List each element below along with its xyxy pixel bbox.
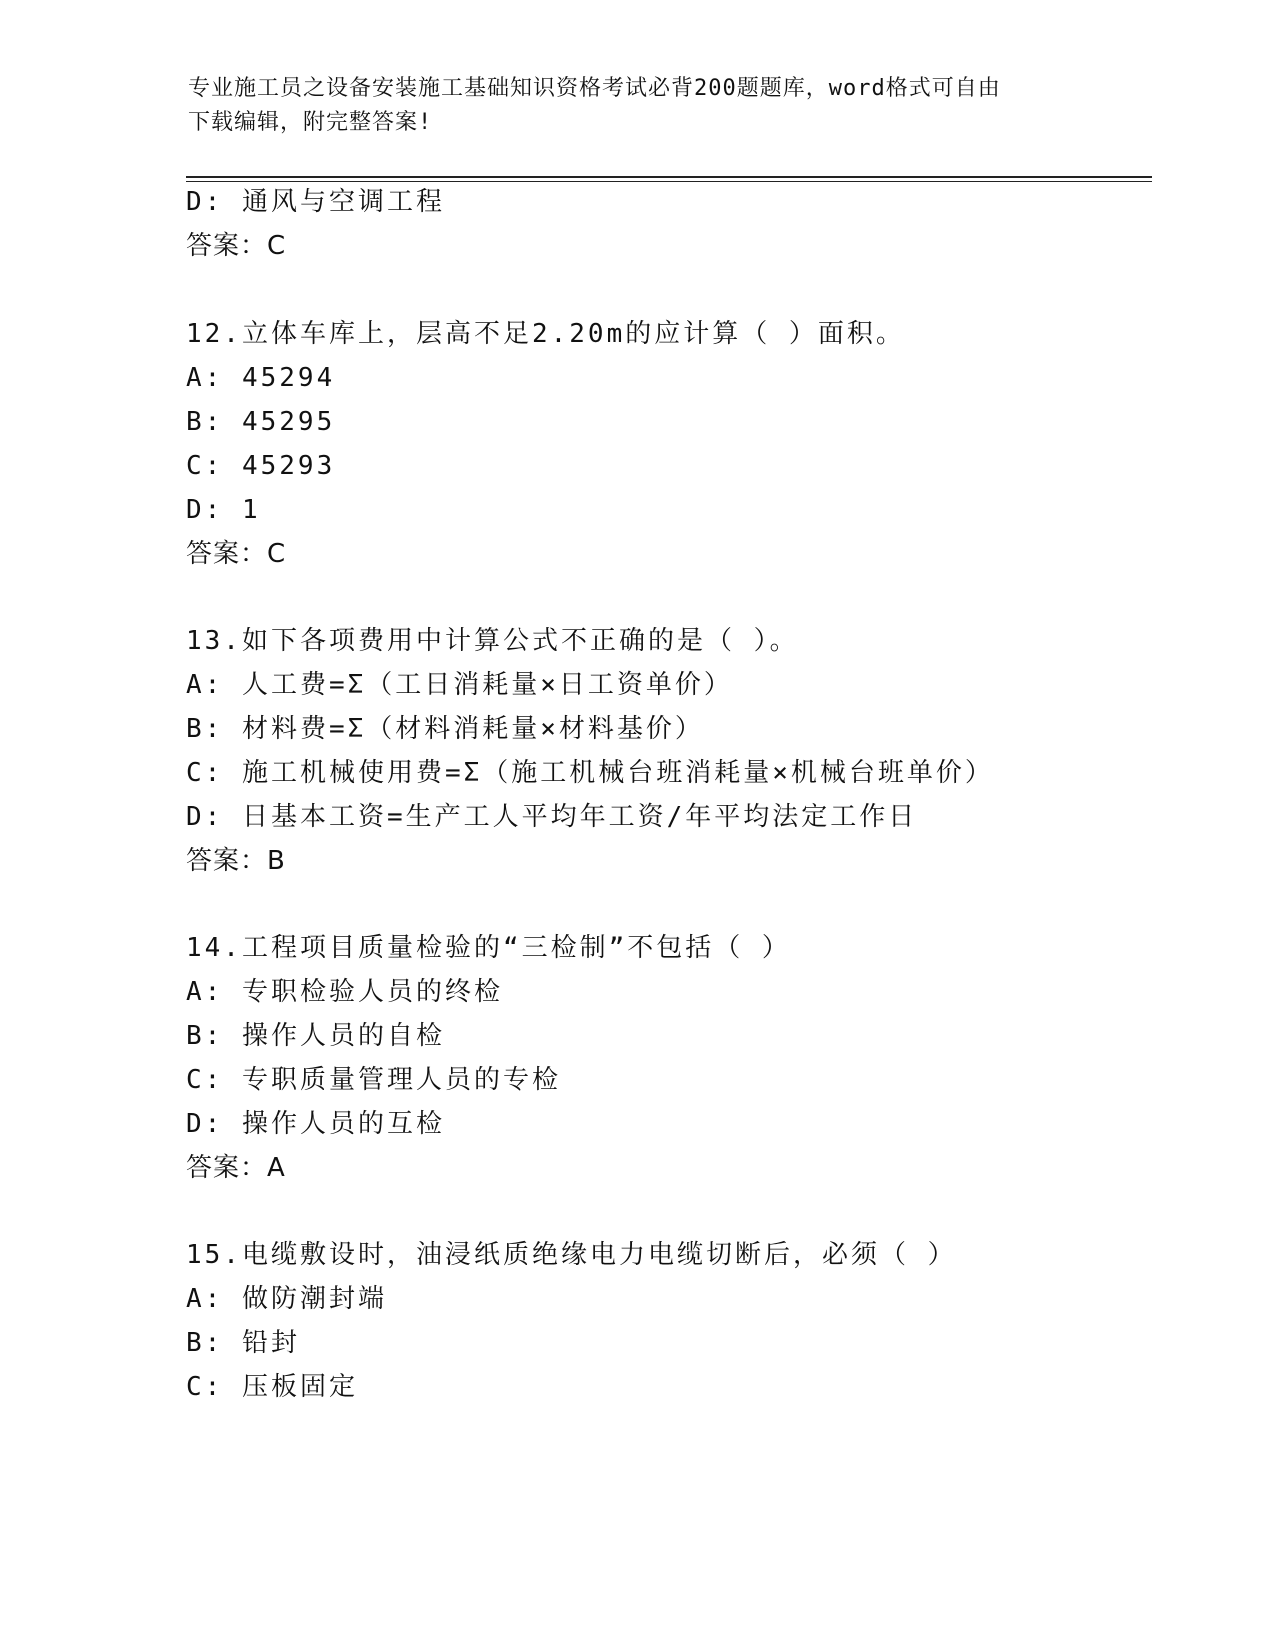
header-divider: [186, 176, 1152, 182]
header-line-2: 下载编辑，附完整答案!: [188, 110, 433, 135]
option-b: B: 45295: [186, 407, 336, 437]
option-d: D: 1: [186, 495, 261, 525]
option-b: B: 铅封: [186, 1328, 300, 1358]
option-b: B: 材料费=Σ（材料消耗量×材料基价）: [186, 714, 704, 744]
answer: 答案：C: [186, 231, 287, 261]
answer: 答案：C: [186, 539, 287, 569]
option-c: C: 45293: [186, 451, 336, 481]
header-line-1: 专业施工员之设备安装施工基础知识资格考试必背200题题库，word格式可自由: [188, 76, 1001, 101]
option-b: B: 操作人员的自检: [186, 1021, 445, 1051]
option-c: C: 专职质量管理人员的专检: [186, 1065, 561, 1095]
option-c: C: 压板固定: [186, 1372, 358, 1402]
option-d: D: 日基本工资=生产工人平均年工资/年平均法定工作日: [186, 802, 918, 832]
document-header: [188, 72, 1088, 140]
question-stem: 15.电缆敷设时，油浸纸质绝缘电力电缆切断后，必须（ ）: [186, 1240, 957, 1270]
question-stem: 12.立体车库上，层高不足2.20m的应计算（ ）面积。: [186, 319, 905, 349]
question-stem: 13.如下各项费用中计算公式不正确的是（ ）。: [186, 626, 799, 656]
option-a: A: 做防潮封端: [186, 1284, 387, 1314]
answer: 答案：A: [186, 1153, 286, 1183]
option-a: A: 人工费=Σ（工日消耗量×日工资单价）: [186, 670, 733, 700]
option-d: D: 通风与空调工程: [186, 187, 445, 217]
option-c: C: 施工机械使用费=Σ（施工机械台班消耗量×机械台班单价）: [186, 758, 994, 788]
question-stem: 14.工程项目质量检验的“三检制”不包括（ ）: [186, 933, 791, 963]
option-a: A: 专职检验人员的终检: [186, 977, 503, 1007]
option-a: A: 45294: [186, 363, 336, 393]
answer: 答案：B: [186, 846, 286, 876]
option-d: D: 操作人员的互检: [186, 1109, 445, 1139]
